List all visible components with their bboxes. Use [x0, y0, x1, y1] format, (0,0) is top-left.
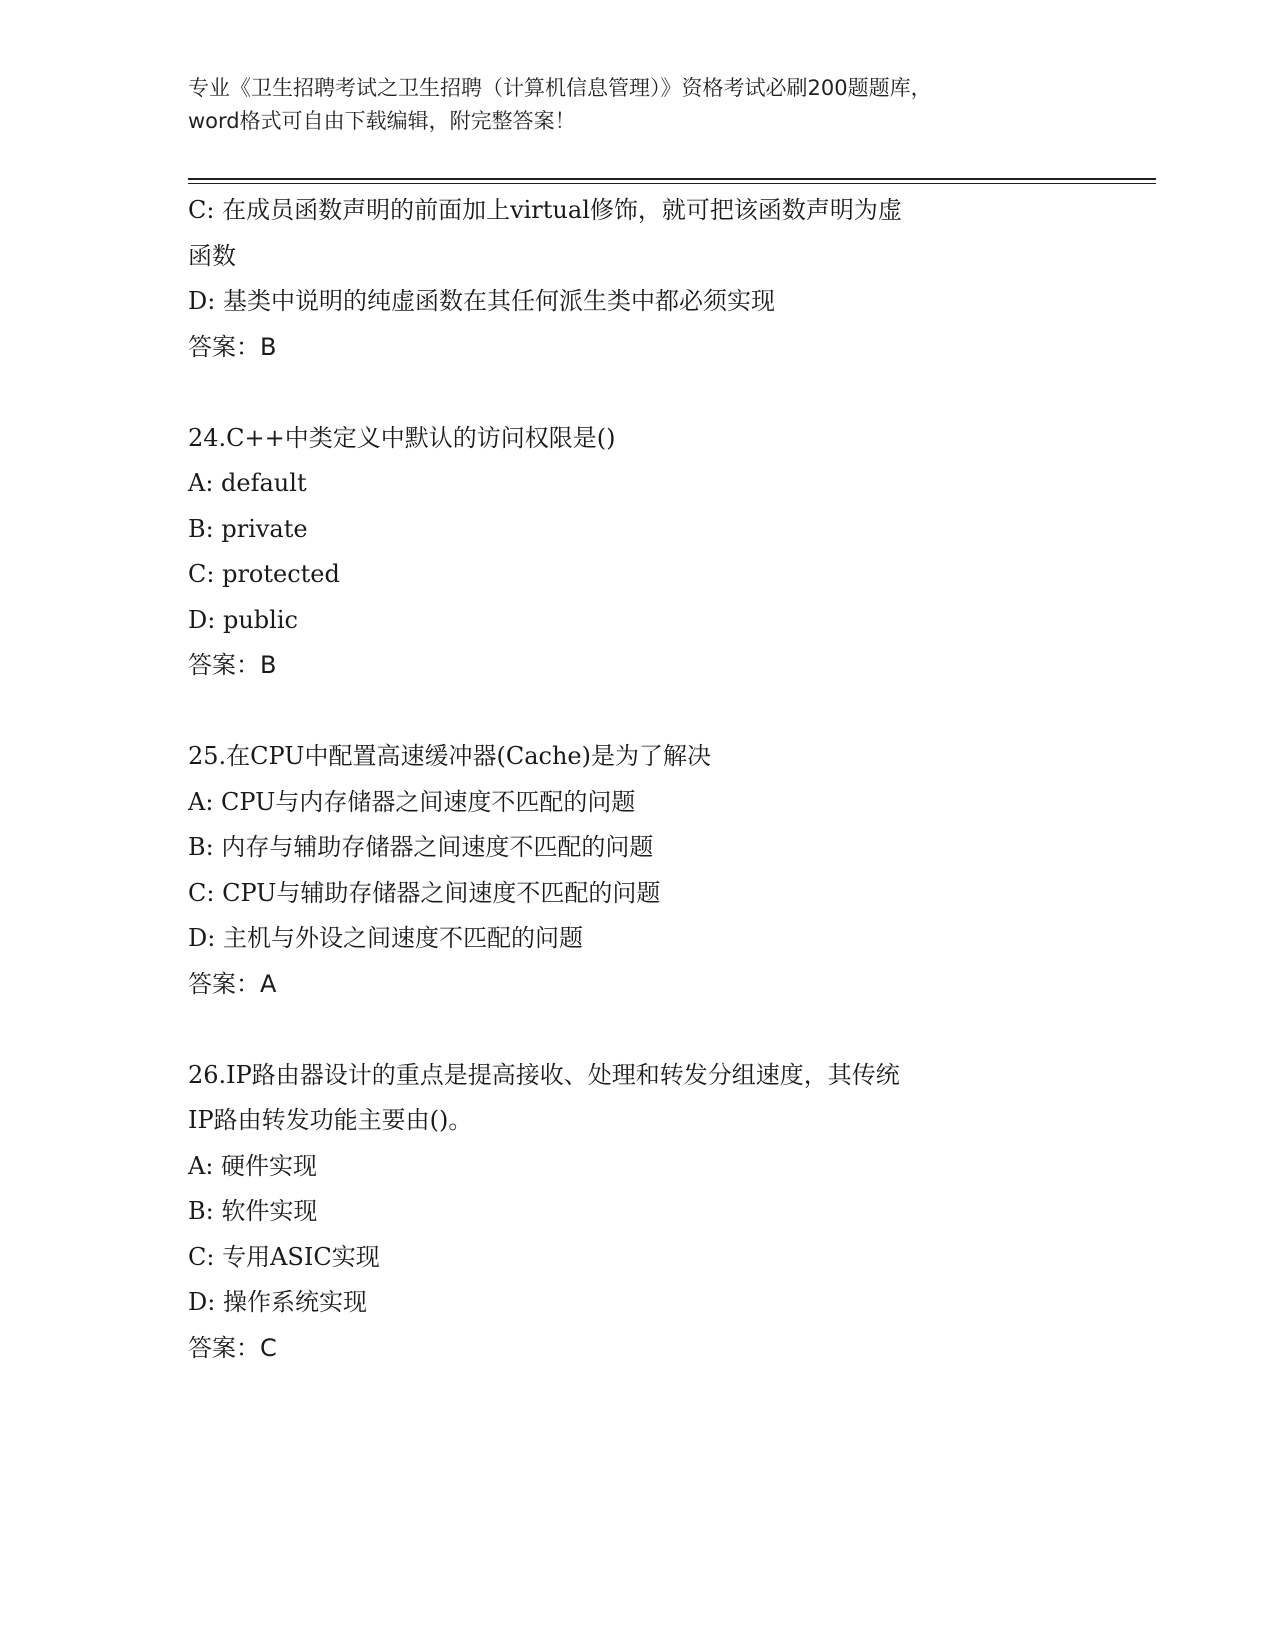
q24-option-c: C: protected: [188, 560, 340, 588]
q26-option-d: D: 操作系统实现: [188, 1288, 367, 1316]
q25-option-a: A: CPU与内存储器之间速度不匹配的问题: [188, 787, 636, 816]
spacer: [188, 370, 1088, 416]
prev-option-c-line-1: C: 在成员函数声明的前面加上virtual修饰，就可把该函数声明为虚: [188, 196, 902, 224]
q25-answer: 答案：A: [188, 969, 277, 998]
spacer: [188, 689, 1088, 735]
q26-question-line-2: IP路由转发功能主要由()。: [188, 1106, 473, 1134]
q26-answer: 答案：C: [188, 1333, 277, 1362]
header-line-1: 专业《卫生招聘考试之卫生招聘（计算机信息管理）》资格考试必刷200题题库，: [188, 76, 932, 100]
q25-option-c: C: CPU与辅助存储器之间速度不匹配的问题: [188, 878, 661, 907]
q24-option-b: B: private: [188, 514, 308, 543]
q24-option-a: A: default: [188, 469, 307, 497]
header-rule-thin: [188, 183, 1156, 184]
spacer: [188, 1007, 1088, 1053]
document-header: [188, 72, 1088, 138]
q26-question-line-1: 26.IP路由器设计的重点是提高接收、处理和转发分组速度，其传统: [188, 1060, 900, 1089]
q24-option-d: D: public: [188, 605, 298, 634]
prev-option-c-line-2: 函数: [188, 241, 236, 270]
q26-option-a: A: 硬件实现: [188, 1151, 318, 1180]
prev-answer: 答案：B: [188, 332, 277, 361]
q25-option-d: D: 主机与外设之间速度不匹配的问题: [188, 924, 583, 952]
q24-answer: 答案：B: [188, 651, 277, 679]
q24-question: 24.C++中类定义中默认的访问权限是(): [188, 423, 616, 452]
q25-option-b: B: 内存与辅助存储器之间速度不匹配的问题: [188, 833, 654, 861]
header-rule-thick: [188, 178, 1156, 180]
header-line-2: word格式可自由下载编辑，附完整答案！: [188, 109, 576, 133]
prev-option-d: D: 基类中说明的纯虚函数在其任何派生类中都必须实现: [188, 287, 775, 315]
q26-option-c: C: 专用ASIC实现: [188, 1242, 380, 1271]
q25-question: 25.在CPU中配置高速缓冲器(Cache)是为了解决: [188, 742, 711, 770]
q26-option-b: B: 软件实现: [188, 1197, 318, 1225]
question-list: [188, 188, 1088, 1371]
